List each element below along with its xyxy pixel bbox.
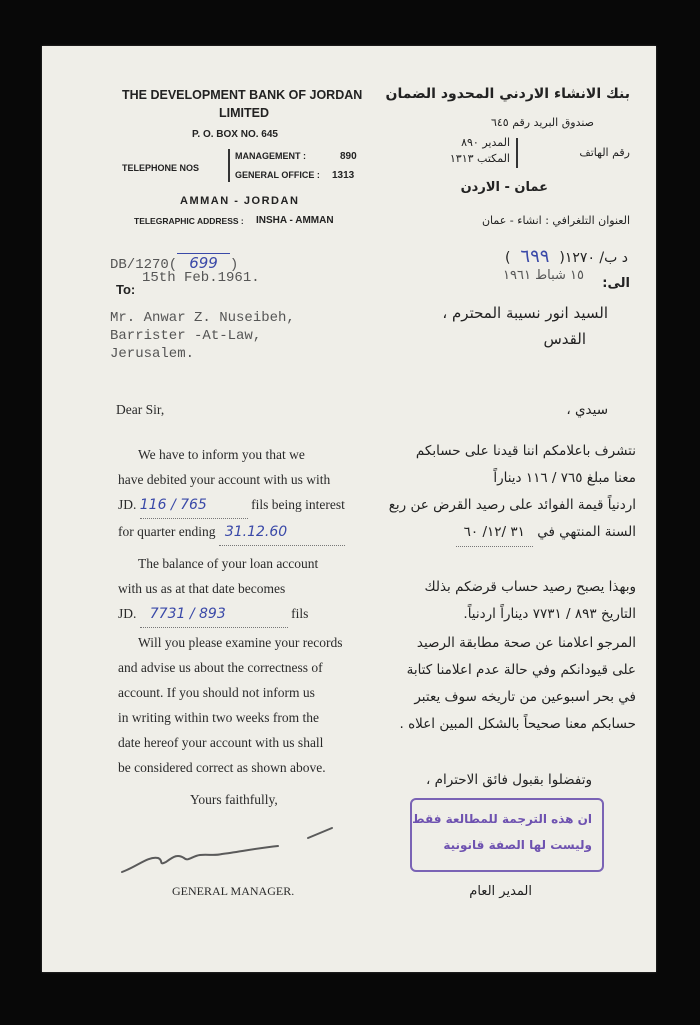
quarter-end-date: 31.12.60 [219, 520, 345, 546]
interest-amount: 116 / 765 [140, 493, 248, 519]
en-paragraph-1: We have to inform you that we have debited your account with us with JD. 116 / 765 fils being interest for quarter ending 31.12.60 [118, 442, 345, 546]
ar-manager: المدير ٨٩٠ [461, 136, 510, 149]
reference-number: DB/1270( 699 ) [110, 254, 239, 273]
signature [118, 822, 338, 882]
ar-telegraphic: العنوان التلغرافي : انشاء - عمان [481, 214, 630, 227]
recipient-city: Jerusalem. [110, 346, 195, 362]
en-paragraph-3: Will you please examine your records and advise us about the correctness of account. If you should not inform us in writing within two weeks from the date hereof your account with us shall be considered correct as shown above. [118, 635, 343, 775]
ar-paragraph-3: المرجو اعلامنا عن صحة مطابقة الرصيد على قيودانكم وفي حالة عدم اعلامنا كتابة في بحر اسبوعين من تاريخه سوف يعتبر حسابكم معنا صحيحاً بالشكل المبين اعلاه . [399, 635, 636, 732]
salutation: Dear Sir, [116, 402, 165, 417]
telegraphic-value: INSHA - AMMAN [256, 215, 334, 226]
ar-to-label: الى: [602, 276, 630, 291]
city: AMMAN - JORDAN [180, 195, 300, 207]
ar-closing: وتفضلوا بقبول فائق الاحترام ، [426, 772, 592, 788]
handwritten-ref-number: 699 [177, 253, 230, 272]
po-box: P. O. BOX NO. 645 [192, 129, 278, 140]
ar-city: عمان - الاردن [460, 180, 548, 195]
telegraphic-label: TELEGRAPHIC ADDRESS : [134, 216, 244, 226]
ar-handwritten-ref: ٦٩٩ [520, 246, 550, 267]
recipient-title: Barrister -At-Law, [110, 328, 262, 344]
loan-balance-amount: 7731 / 893 [140, 602, 288, 628]
translation-stamp [410, 798, 604, 872]
management-label: MANAGEMENT : [235, 151, 306, 161]
stamp-line-2: وليست لها الصفة قانونية [443, 838, 592, 852]
ar-po-box: صندوق البريد رقم ٦٤٥ [490, 116, 594, 129]
ar-bank-name: بنك الانشاء الاردني المحدود الضمان [385, 86, 630, 102]
ar-letter-date: ١٥ شباط ١٩٦١ [503, 268, 584, 283]
general-office-number: 1313 [332, 170, 355, 181]
ar-recipient-city: القدس [543, 330, 586, 348]
ar-quarter-end-date: ٣١ /١٢/ ٦٠ [456, 519, 533, 547]
letter-page [42, 46, 656, 972]
ar-phone-divider [516, 138, 518, 168]
stamp-line-1: ان هذه الترجمة للمطالعة فقط [412, 812, 592, 826]
to-label: To: [116, 282, 136, 297]
ar-phone-label: رقم الهاتف [579, 146, 630, 159]
recipient-name: Mr. Anwar Z. Nuseibeh, [110, 310, 295, 326]
bank-name-line1: THE DEVELOPMENT BANK OF JORDAN [122, 88, 363, 102]
bank-name-line2: LIMITED [219, 106, 269, 120]
phone-divider [228, 149, 230, 182]
ar-recipient-name: السيد انور نسيبة المحترم ، [442, 304, 608, 322]
closing: Yours faithfully, [190, 792, 278, 807]
letter-date: 15th Feb.1961. [142, 270, 260, 286]
ar-office: المكتب ١٣١٣ [449, 152, 510, 165]
ar-paragraph-1: نتشرف باعلامكم اننا قيدنا على حسابكم معنا مبلغ ٧٦٥ / ١١٦ ديناراً اردنياً قيمة الفوائد على رصيد القرض عن ربع السنة المنتهي في ٣١ /١٢/ ٦٠ [389, 438, 636, 547]
management-number: 890 [340, 151, 357, 162]
ar-reference-number: د ب/ ١٢٧٠(٦٩٩) [504, 246, 628, 267]
ar-salutation: سيدي ، [566, 402, 608, 418]
ar-paragraph-2: وبهذا يصبح رصيد حساب قرضكم بذلك التاريخ ٨٩٣ / ٧٧٣١ ديناراً اردنياً. [424, 579, 636, 622]
en-paragraph-2: The balance of your loan account with us as at that date becomes JD. 7731 / 893 fils [118, 551, 318, 628]
ar-signatory: المدير العام [469, 884, 532, 899]
general-office-label: GENERAL OFFICE : [235, 170, 320, 180]
telephone-label: TELEPHONE NOS [122, 163, 200, 173]
signatory: GENERAL MANAGER. [172, 884, 295, 898]
